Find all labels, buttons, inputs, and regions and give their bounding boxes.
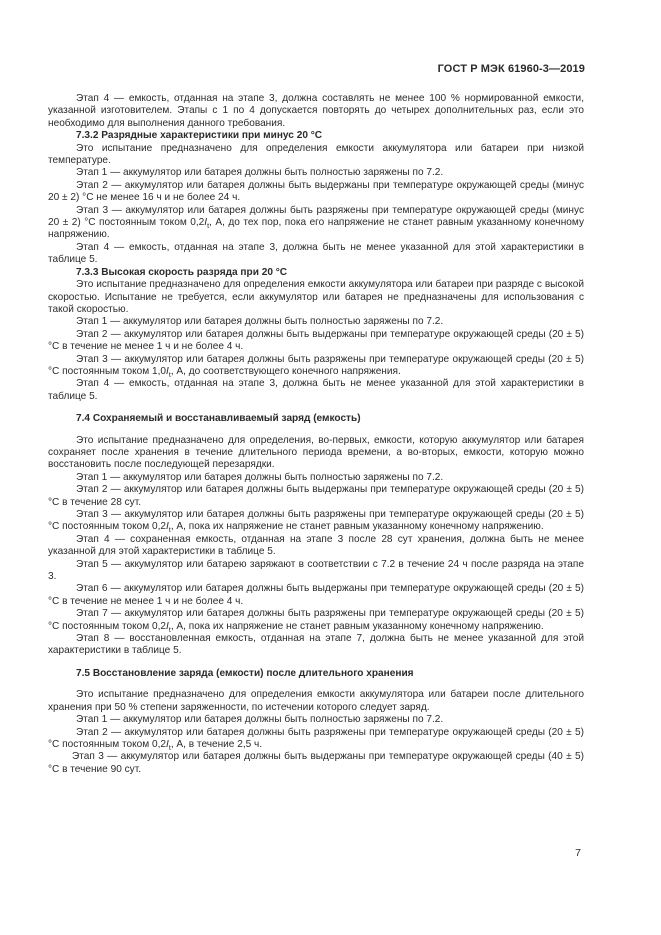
paragraph: Это испытание предназначено для определения, во-первых, емкости, которую аккумулятор или батарея сохраняет после хранения в течение длительного периода времени, а во-вторых, емкости, которую можно восстановить после последующей перезарядки.	[48, 434, 584, 471]
paragraph: Это испытание предназначено для определения емкости аккумулятора или батареи при низкой температуре.	[48, 142, 584, 167]
page-number: 7	[575, 847, 581, 859]
paragraph: Этап 2 — аккумулятор или батарея должны быть разряжены при температуре окружающей среды (20 ± 5) °С постоянным током $0,2I_t$, А, в течение 2,5 ч.	[48, 726, 584, 752]
section-heading: 7.5 Восстановление заряда (емкости) после длительного хранения	[76, 667, 414, 679]
paragraph: Этап 4 — емкость, отданная на этапе 3, должна быть не менее указанной для этой характеристики в таблице 5.	[48, 378, 584, 402]
paragraph: Этап 2 — аккумулятор или батарея должны быть выдержаны при температуре окружающей среды (20 ± 5) °С в течение 28 сут.	[48, 484, 584, 508]
paragraph: Этап 4 — сохраненная емкость, отданная на этапе 3 после 28 сут хранения, должна быть не менее указанной для этой характеристики в таблице 5.	[48, 533, 584, 558]
paragraph: Этап 7 — аккумулятор или батарея должны быть разряжены при температуре окружающей среды (20 ± 5) °С постоянным током $0,2I_t$, А, пока их напряжение не станет равным указанному конечному напряжению.	[48, 608, 584, 634]
paragraph: Этап 2 — аккумулятор или батарея должны быть выдержаны при температуре окружающей среды (20 ± 5) °С в течение не менее 1 ч и не более 4 ч.	[48, 328, 584, 353]
paragraph: Этап 3 — аккумулятор или батарея должны быть разряжены при температуре окружающей среды (20 ± 5) °С постоянным током $1,0I_t$, А, до соответствующего конечного напряжения.	[48, 353, 584, 379]
paragraph: Этап 3 — аккумулятор или батарея должны быть разряжены при температуре окружающей среды (минус 20 ± 2) °С постоянным током $0,2I_t$, А, до тех пор, пока его напряжение не станет равным указанному конечному напряжению.	[48, 204, 584, 241]
paragraph: Этап 5 — аккумулятор или батарею заряжают в соответствии с 7.2 в течение 24 ч после разряда на этапе 3.	[48, 558, 584, 583]
paragraph: Этап 8 — восстановленная емкость, отданная на этапе 7, должна быть не менее указанной для этой характеристики в таблице 5.	[48, 633, 584, 657]
paragraph: Этап 3 — аккумулятор или батарея должны быть выдержаны при температуре окружающей среды (40 ± 5) °С в течение 90 сут.	[48, 751, 584, 775]
paragraph: Этап 4 — емкость, отданная на этапе 3, должна составлять не менее 100 % нормированной емкости, указанной изготовителем. Этапы с 1 по 4 допускается повторять до четырех дополнительных раз, если это необходимо для выполнения данного требования.	[48, 93, 584, 129]
subsection-heading: 7.3.3 Высокая скорость разряда при 20 °С	[76, 266, 288, 278]
paragraph: Это испытание предназначено для определения емкости аккумулятора или батареи после длительного хранения при 50 % степени заряженности, по истечении которого следует заряд.	[48, 689, 584, 713]
paragraph: Этап 4 — емкость, отданная на этапе 3, должна быть не менее указанной для этой характеристики в таблице 5.	[48, 241, 584, 266]
section-heading: 7.4 Сохраняемый и восстанавливаемый заряд (емкость)	[76, 413, 361, 425]
paragraph: Этап 1 — аккумулятор или батарея должны быть полностью заряжены по 7.2.	[76, 167, 444, 179]
paragraph: Это испытание предназначено для определения емкости аккумулятора или батареи при разряде с высокой скоростью. Испытание не требуется, если аккумулятор или батарея не предназначены для использования с такой скоростью.	[48, 279, 584, 315]
document-header: ГОСТ Р МЭК 61960-3—2019	[437, 63, 585, 75]
paragraph: Этап 1 — аккумулятор или батарея должны быть полностью заряжены по 7.2.	[76, 714, 444, 726]
subsection-heading: 7.3.2 Разрядные характеристики при минус 20 °С	[76, 130, 323, 142]
paragraph: Этап 1 — аккумулятор или батарея должны быть полностью заряжены по 7.2.	[76, 471, 444, 483]
paragraph: Этап 2 — аккумулятор или батарея должны быть выдержаны при температуре окружающей среды (минус 20 ± 2) °С не менее 16 ч и не более 24 ч.	[48, 179, 584, 204]
paragraph: Этап 6 — аккумулятор или батарея должны быть выдержаны при температуре окружающей среды (20 ± 5) °С в течение не менее 1 ч и не более 4 ч.	[48, 583, 584, 607]
paragraph: Этап 3 — аккумулятор или батарея должны быть разряжены при температуре окружающей среды (20 ± 5) °С постоянным током $0,2I_t$, А, пока их напряжение не станет равным указанному конечному напряжению.	[48, 509, 584, 535]
document-body	[48, 93, 584, 776]
paragraph: Этап 1 — аккумулятор или батарея должны быть полностью заряжены по 7.2.	[76, 316, 444, 328]
